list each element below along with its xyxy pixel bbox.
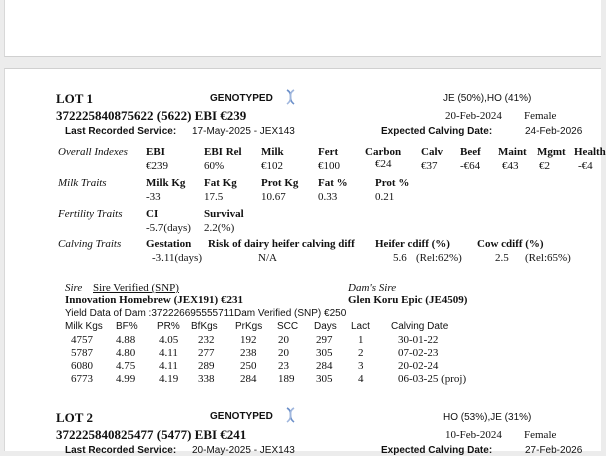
yield-cell: 3: [358, 360, 364, 372]
milk-traits-label: Milk Traits: [58, 177, 107, 189]
lot2-id-ebi: 372225840825477 (5477) EBI €241: [56, 427, 247, 442]
yield-cell: 284: [316, 360, 333, 372]
previous-lot-card: [4, 0, 601, 57]
sire-verified: Sire Verified (SNP): [93, 282, 179, 294]
overall-mgmt-value: €2: [539, 160, 550, 172]
heifer-cdiff-value: 5.6: [393, 252, 407, 264]
ci-value: -5.7(days): [146, 222, 191, 234]
yield-cell: 5787: [71, 347, 93, 359]
prot-pct-value: 0.21: [375, 191, 395, 203]
lot2-calving-value: 27-Feb-2026: [525, 445, 583, 456]
lot2-service-label: Last Recorded Service:: [65, 445, 177, 456]
lot1-service-label: Last Recorded Service:: [65, 126, 177, 137]
yield-cell: 305: [316, 347, 333, 359]
overall-ebi-header: EBI: [146, 146, 165, 158]
cow-cdiff-value: 2.5: [495, 252, 509, 264]
yield-cell: 4757: [71, 334, 93, 346]
prot-kg-header: Prot Kg: [261, 177, 299, 189]
overall-calv-header: Calv: [421, 146, 443, 158]
yield-cell: 23: [278, 360, 289, 372]
yield-cell: 238: [240, 347, 257, 359]
ci-header: CI: [146, 208, 159, 220]
lot1-genotyped-label: GENOTYPED: [210, 93, 273, 104]
yield-cell: 305: [316, 373, 333, 385]
dna-icon: [285, 407, 296, 423]
lot2-genotyped-label: GENOTYPED: [210, 411, 273, 422]
dams-sire-label: Dam's Sire: [348, 282, 397, 294]
overall-calv-value: €37: [421, 160, 438, 172]
sire-name: Innovation Homebrew (JEX191) €231: [65, 294, 243, 306]
risk-value: N/A: [258, 252, 277, 264]
survival-header: Survival: [204, 208, 244, 220]
overall-maint-value: €43: [502, 160, 519, 172]
yield-cell: 4.11: [159, 347, 178, 359]
yield-cell: 30-01-22: [398, 334, 439, 346]
gestation-value: -3.11(days): [152, 252, 202, 264]
yield-header-bfkgs: BfKgs: [191, 321, 218, 332]
dna-icon: [285, 89, 296, 105]
yield-cell: 189: [278, 373, 295, 385]
yield-cell: 4.11: [159, 360, 178, 372]
yield-cell: 06-03-25 (proj): [398, 373, 467, 385]
dams-sire-name: Glen Koru Epic (JE4509): [348, 294, 468, 306]
lot2-breed: HO (53%),JE (31%): [443, 412, 532, 423]
yield-header-prkgs: PrKgs: [235, 321, 263, 332]
overall-health-value: -€4: [578, 160, 593, 172]
gestation-header: Gestation: [146, 238, 192, 250]
yield-header-calving-date: Calving Date: [391, 321, 449, 332]
lot1-calving-label: Expected Calving Date:: [381, 126, 493, 137]
yield-cell: 20-02-24: [398, 360, 439, 372]
yield-cell: 2: [358, 347, 364, 359]
lot1-dob: 20-Feb-2024: [445, 110, 502, 122]
milk-kg-header: Milk Kg: [146, 177, 186, 189]
yield-header-scc: SCC: [277, 321, 299, 332]
lot2-calving-label: Expected Calving Date:: [381, 445, 493, 456]
fat-pct-header: Fat %: [318, 177, 348, 189]
yield-cell: 07-02-23: [398, 347, 439, 359]
fat-kg-header: Fat Kg: [204, 177, 237, 189]
overall-milk-header: Milk: [261, 146, 284, 158]
overall-milk-value: €102: [261, 160, 283, 172]
heifer-cdiff-rel: (Rel:62%): [416, 252, 462, 264]
yield-cell: 4.99: [116, 373, 136, 385]
overall-ebi-value: €239: [146, 160, 168, 172]
yield-header-days: Days: [314, 321, 337, 332]
yield-cell: 232: [198, 334, 215, 346]
fat-kg-value: 17.5: [204, 191, 224, 203]
lot1-service-value: 17-May-2025 - JEX143: [192, 126, 295, 137]
fat-pct-value: 0.33: [318, 191, 338, 203]
cow-cdiff-header: Cow cdiff (%): [477, 238, 544, 250]
cow-cdiff-rel: (Rel:65%): [525, 252, 571, 264]
survival-value: 2.2(%): [204, 222, 235, 234]
overall-ebirel-header: EBI Rel: [204, 146, 242, 158]
yield-cell: 4.80: [116, 347, 136, 359]
yield-header-milk: Milk Kgs: [65, 321, 103, 332]
overall-mgmt-header: Mgmt: [537, 146, 566, 158]
lot1-id-ebi: 372225840875622 (5622) EBI €239: [56, 108, 247, 123]
overall-carbon-value: €24: [375, 158, 392, 170]
lot1-sex: Female: [524, 110, 557, 122]
lot1-breed: JE (50%),HO (41%): [443, 93, 532, 104]
lot-card: [4, 68, 606, 456]
yield-header-lact: Lact: [351, 321, 370, 332]
yield-cell: 1: [358, 334, 364, 346]
yield-cell: 20: [278, 347, 289, 359]
lot2-dob: 10-Feb-2024: [445, 429, 502, 441]
yield-cell: 6080: [71, 360, 93, 372]
risk-header: Risk of dairy heifer calving diff: [208, 238, 355, 250]
yield-cell: 20: [278, 334, 289, 346]
yield-cell: 289: [198, 360, 215, 372]
fertility-traits-label: Fertility Traits: [58, 208, 123, 220]
yield-cell: 6773: [71, 373, 93, 385]
prot-pct-header: Prot %: [375, 177, 410, 189]
lot1-calving-value: 24-Feb-2026: [525, 126, 583, 137]
milk-kg-value: -33: [146, 191, 161, 203]
lot1-title: LOT 1: [56, 91, 93, 106]
calving-traits-label: Calving Traits: [58, 238, 122, 250]
overall-health-header: Health: [574, 146, 606, 158]
dam-yield-line: Yield Data of Dam :372226695555711Dam Verified (SNP) €250: [65, 308, 347, 319]
prot-kg-value: 10.67: [261, 191, 286, 203]
yield-header-pr: PR%: [157, 321, 180, 332]
overall-beef-value: -€64: [460, 160, 481, 172]
overall-fert-value: €100: [318, 160, 340, 172]
yield-cell: 4.75: [116, 360, 136, 372]
yield-cell: 192: [240, 334, 257, 346]
yield-cell: 4.19: [159, 373, 179, 385]
lot2-sex: Female: [524, 429, 557, 441]
yield-cell: 297: [316, 334, 333, 346]
overall-carbon-header: Carbon: [365, 146, 402, 158]
yield-cell: 250: [240, 360, 257, 372]
overall-fert-header: Fert: [318, 146, 339, 158]
lot2-service-value: 20-May-2025 - JEX143: [192, 445, 295, 456]
yield-cell: 4.05: [159, 334, 179, 346]
yield-header-bf: BF%: [116, 321, 138, 332]
overall-ebirel-value: 60%: [204, 160, 225, 172]
overall-maint-header: Maint: [498, 146, 527, 158]
yield-cell: 4.88: [116, 334, 136, 346]
yield-cell: 338: [198, 373, 215, 385]
yield-cell: 277: [198, 347, 215, 359]
overall-indexes-label: Overall Indexes: [58, 146, 128, 158]
lot2-title: LOT 2: [56, 410, 93, 425]
yield-cell: 284: [240, 373, 257, 385]
yield-cell: 4: [358, 373, 364, 385]
heifer-cdiff-header: Heifer cdiff (%): [375, 238, 450, 250]
overall-beef-header: Beef: [460, 146, 481, 158]
sire-label: Sire: [65, 282, 83, 294]
